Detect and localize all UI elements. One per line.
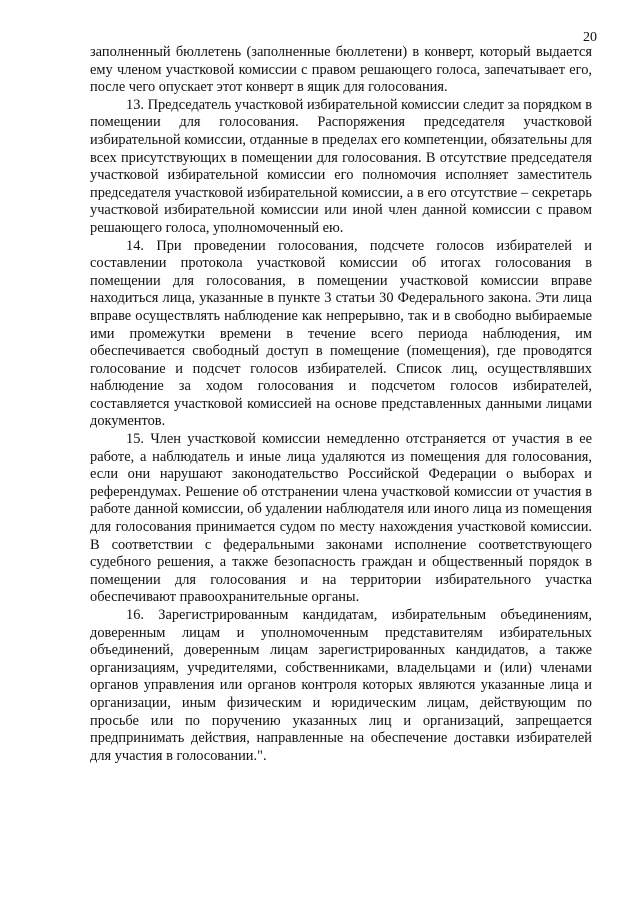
paragraph-item-15: 15. Член участковой комиссии немедленно отстраняется от участия в ее работе, а наблюдатель и иные лица удаляются из помещения для голосования, если они нарушают законодательство Российской Федерации о выборах и референдумах. Решение об отстранении члена участковой комиссии от участия в работе данной комиссии, об удалении наблюдателя или иного лица из помещения для голосования принимается судом по месту нахождения участковой комиссии. В соответствии с федеральными законами исполнение соответствующего судебного решения, а также безопасность граждан и общественный порядок в помещении для голосования и на территории избирательного участка обеспечивают правоохранительные органы. (90, 431, 592, 606)
page-number: 20 (583, 30, 597, 45)
paragraph-item-16: 16. Зарегистрированным кандидатам, избирательным объединениям, доверенным лицам и уполномоченным представителям избирательных объединений, доверенным лицам зарегистрированных кандидатов, а также организациям, учредителями, собственниками, владельцами и (или) членами органов управления или органов контроля которых являются указанные лица и организации, иным физическим и юридическим лицам, действующим по просьбе или по поручению указанных лиц и организаций, запрещается предпринимать действия, направленные на обеспечение доставки избирателей для участия в голосовании.". (90, 607, 592, 764)
paragraph-item-13: 13. Председатель участковой избирательной комиссии следит за порядком в помещении для голосования. Распоряжения председателя участковой избирательной комиссии, отданные в пределах его компетенции, обязательны для всех присутствующих в помещении для голосования. В отсутствие председателя участковой избирательной комиссии его полномочия исполняет заместитель председателя участковой избирательной комиссии, а в его отсутствие – секретарь участковой избирательной комиссии или иной член данной комиссии с правом решающего голоса, уполномоченный ею. (90, 96, 593, 236)
document-body (90, 44, 592, 765)
paragraph-item-14: 14. При проведении голосования, подсчете голосов избирателей и составлении протокола участковой комиссии об итогах голосования в помещении для голосования, в помещении участковой комиссии вправе находиться лица, указанные в пункте 3 статьи 30 Федерального закона. Эти лица вправе осуществлять наблюдение как непрерывно, так и в свободно выбираемые ими промежутки времени в течение всего периода наблюдения, им обеспечивается свободный доступ в помещение (помещения), где проводятся голосование и подсчет голосов избирателей. Список лиц, осуществлявших наблюдение за ходом голосования и подсчетом голосов избирателей, составляется участковой комиссией на основе представленных данными лицами документов. (90, 237, 592, 430)
paragraph-continuation: заполненный бюллетень (заполненные бюллетени) в конверт, который выдается ему членом участковой комиссии с правом решающего голоса, запечатывает его, после чего опускает этот конверт в ящик для голосования. (90, 44, 592, 96)
